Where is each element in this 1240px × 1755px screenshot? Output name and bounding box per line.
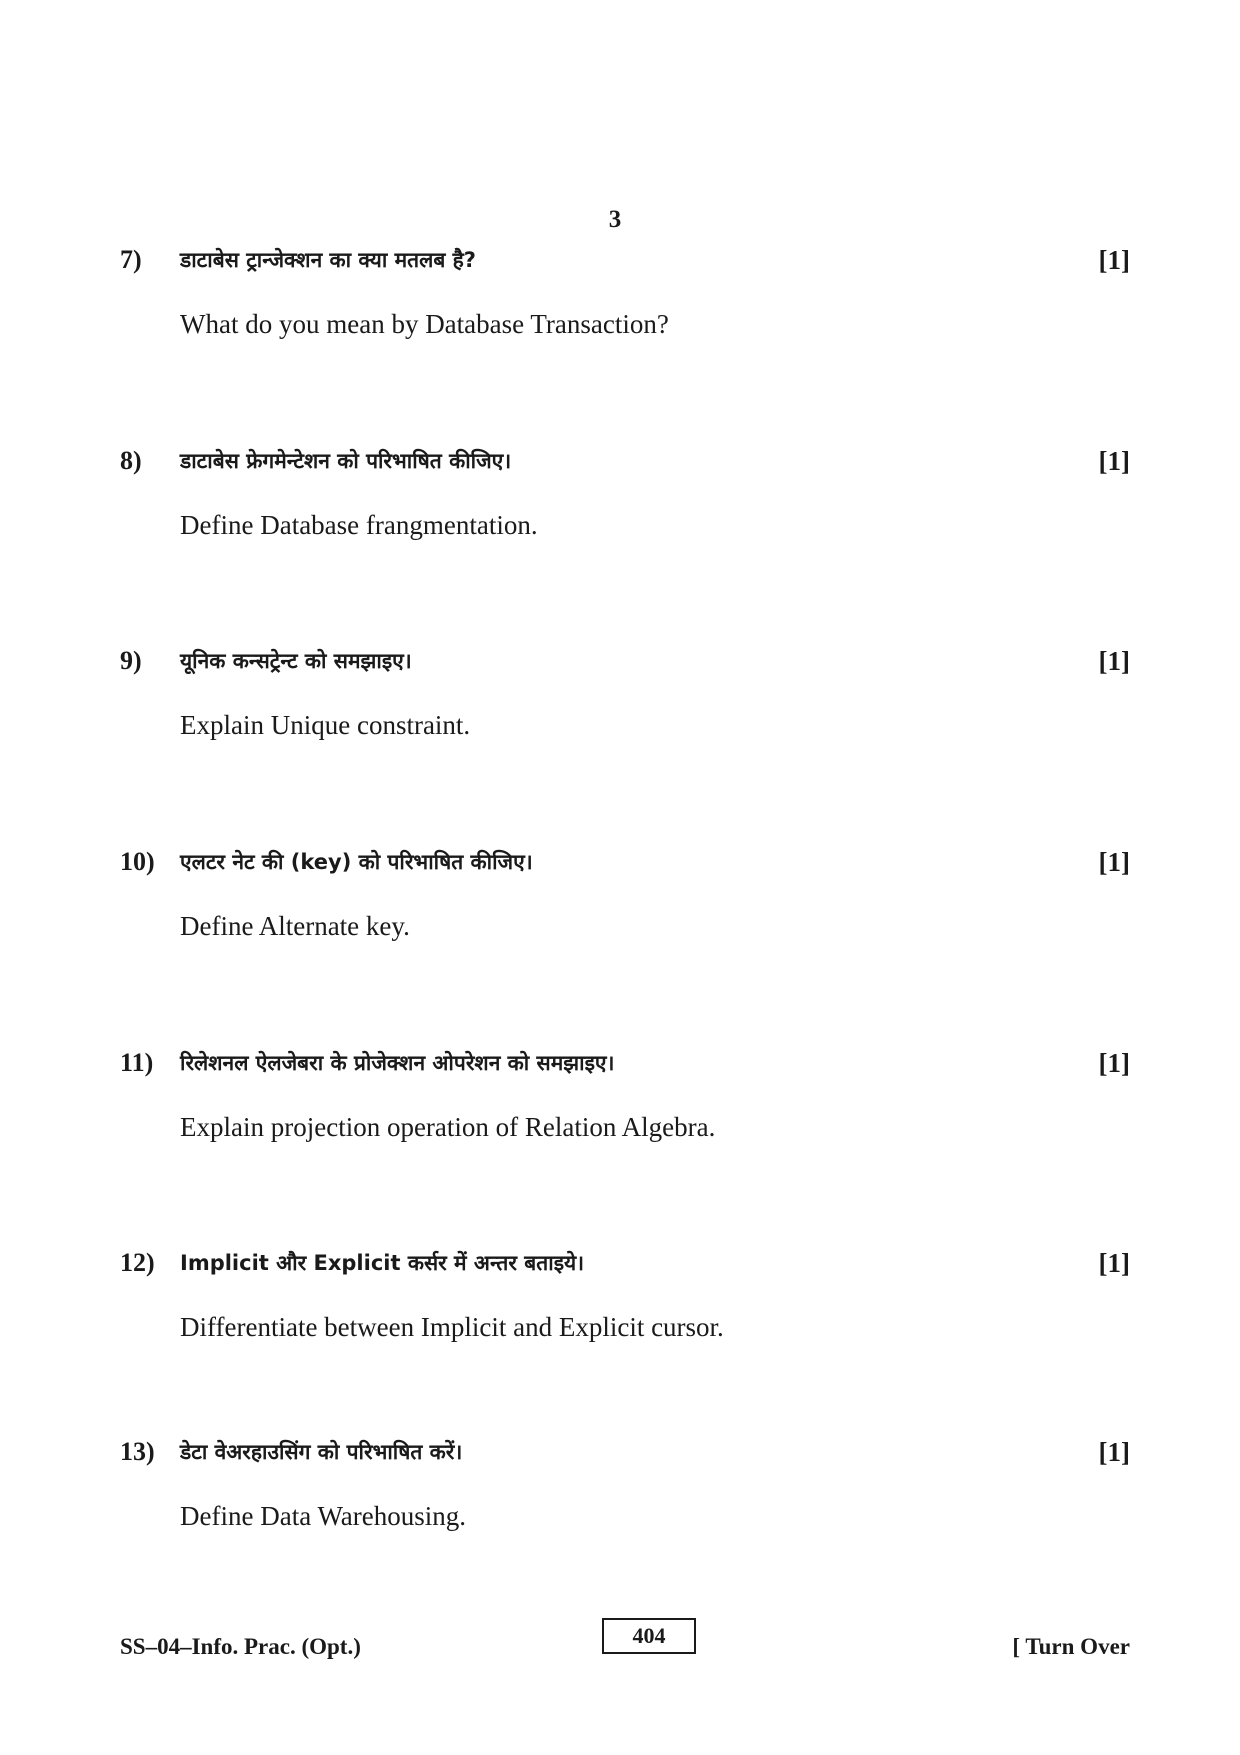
question-text-hindi: डाटाबेस ट्रान्जेक्शन का क्या मतलब है? (180, 248, 476, 272)
question-12 (120, 1243, 1130, 1342)
turn-over-label: [ Turn Over (1012, 1634, 1130, 1659)
question-marks: [1] (1098, 446, 1130, 476)
question-text-english: Define Database frangmentation. (180, 510, 538, 540)
question-text-hindi: रिलेशनल ऐलजेबरा के प्रोजेक्शन ओपरेशन को समझाइए। (180, 1051, 615, 1075)
question-number: 9) (120, 646, 142, 675)
question-13 (120, 1432, 1130, 1531)
question-number: 11) (120, 1048, 154, 1077)
question-text-english: Define Data Warehousing. (180, 1501, 466, 1531)
question-10 (120, 842, 1130, 941)
question-text-english: What do you mean by Database Transaction? (180, 309, 669, 339)
question-number: 12) (120, 1248, 155, 1277)
question-text-english: Explain Unique constraint. (180, 710, 471, 740)
question-text-hindi: एलटर नेट की (key) को परिभाषित कीजिए। (180, 850, 533, 874)
question-number: 10) (120, 847, 155, 876)
question-text-english: Explain projection operation of Relation Algebra. (180, 1112, 716, 1142)
question-marks: [1] (1098, 646, 1130, 676)
question-number: 8) (120, 446, 142, 475)
question-text-hindi: डाटाबेस फ्रेगमेन्टेशन को परिभाषित कीजिए। (180, 449, 512, 473)
question-9 (120, 641, 1130, 740)
question-11 (120, 1043, 1130, 1142)
paper-code: SS–04–Info. Prac. (Opt.) (120, 1634, 361, 1659)
question-text-english: Define Alternate key. (180, 911, 410, 941)
question-number: 13) (120, 1437, 155, 1466)
question-marks: [1] (1098, 847, 1130, 877)
question-text-hindi: यूनिक कन्सट्रेन्ट को समझाइए। (180, 649, 412, 673)
question-8 (120, 441, 1130, 540)
question-marks: [1] (1098, 1437, 1130, 1467)
boxed-page-number: 404 (602, 1618, 696, 1654)
question-7 (120, 240, 1130, 339)
page-number: 3 (608, 206, 622, 233)
question-number: 7) (120, 245, 142, 274)
question-text-hindi: Implicit और Explicit कर्सर में अन्तर बताइये। (180, 1251, 585, 1275)
question-marks: [1] (1098, 1248, 1130, 1278)
question-marks: [1] (1098, 1048, 1130, 1078)
question-text-english: Differentiate between Implicit and Explicit cursor. (180, 1312, 724, 1342)
question-marks: [1] (1098, 245, 1130, 275)
question-text-hindi: डेटा वेअरहाउसिंग को परिभाषित करें। (180, 1440, 463, 1464)
